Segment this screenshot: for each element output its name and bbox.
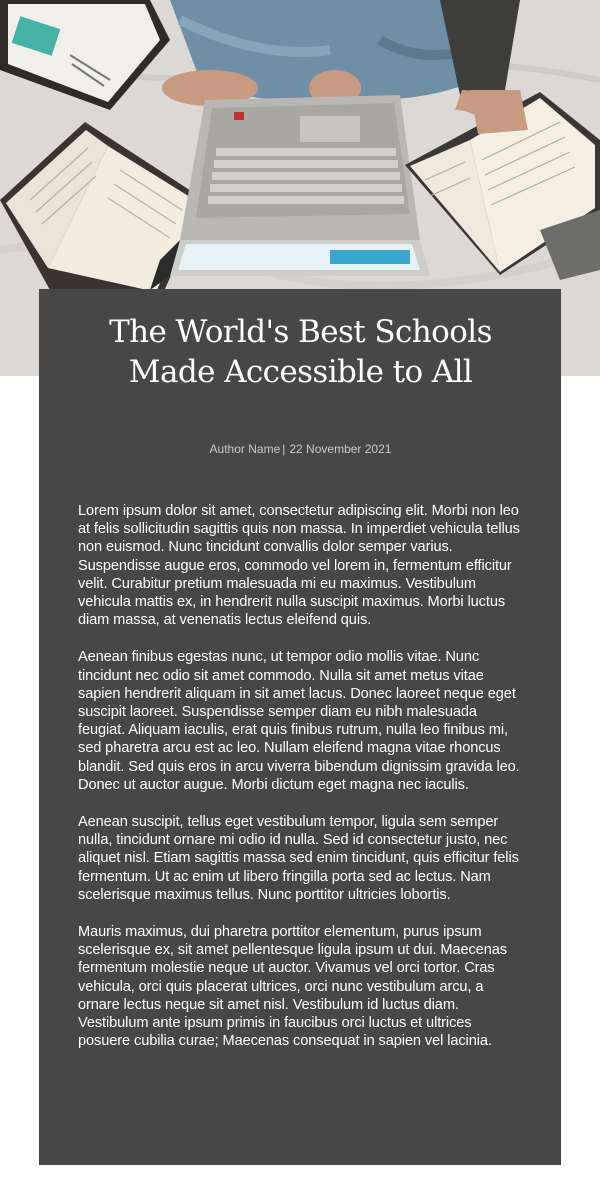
article-card (39, 289, 561, 1165)
article-meta (78, 442, 523, 456)
article-paragraph: Lorem ipsum dolor sit amet, consectetur adipiscing elit. Morbi non leo at felis sollicitudin sagittis quis non massa. In imperdiet vehicula tellus non euismod. Nunc tincidunt convallis dolor semper varius. Suspendisse augue eros, commodo vel lorem in, fermentum efficitur velit. Curabitur pretium malesuada mi eu maximus. Vestibulum vehicula mattis ex, in hendrerit nulla suscipit maximus. Morbi luctus diam massa, at venenatis lectus eleifend quis. (78, 503, 520, 629)
article-paragraph: Aenean suscipit, tellus eget vestibulum tempor, ligula sem semper nulla, tincidunt ornare mi odio id nulla. Sed id consectetur justo, nec aliquet nisl. Etiam sagittis massa sed enim tincidunt, quis efficitur felis fermentum. Ut ac enim ut libero fringilla porta sed ac lectus. Nam scelerisque maximus tellus. Nunc porttitor ultricies lobortis. (78, 814, 519, 903)
article-title: The World's Best Schools Made Accessible to All (109, 314, 492, 390)
meta-separator: | (282, 442, 286, 456)
article-paragraph: Aenean finibus egestas nunc, ut tempor odio mollis vitae. Nunc tincidunt nec odio sit amet commodo. Nulla sit amet metus vitae sapien hendrerit aliquam in sit amet lacus. Donec laoreet neque eget suscipit laoreet. Suspendisse semper diam eu nibh malesuada feugiat. Aliquam iaculis, erat quis finibus rutrum, nulla leo finibus mi, sed pharetra arcu est ac leo. Nullam eleifend magna vitae rhoncus blandit. Sed quis eros in arcu viverra bibendum dignissim gravida leo. Donec ut auctor augue. Morbi dictum eget magna nec iaculis. (78, 649, 520, 793)
author-name: Author Name (209, 442, 281, 456)
publish-date: 22 November 2021 (289, 442, 392, 456)
article-body (78, 502, 523, 1050)
article-paragraph: Mauris maximus, dui pharetra porttitor elementum, purus ipsum scelerisque ex, sit amet pellentesque ligula ipsum ut dui. Maecenas fermentum molestie neque ut auctor. Vivamus vel orci tortor. Cras vehicula, orci quis placerat ultrices, orci nunc vestibulum arcu, a ornare lectus neque sit amet nisl. Vestibulum id luctus diam. Vestibulum ante ipsum primis in faucibus orci luctus et ultrices posuere cubilia curae; Maecenas consequat in sapien vel lacinia. (78, 924, 507, 1050)
